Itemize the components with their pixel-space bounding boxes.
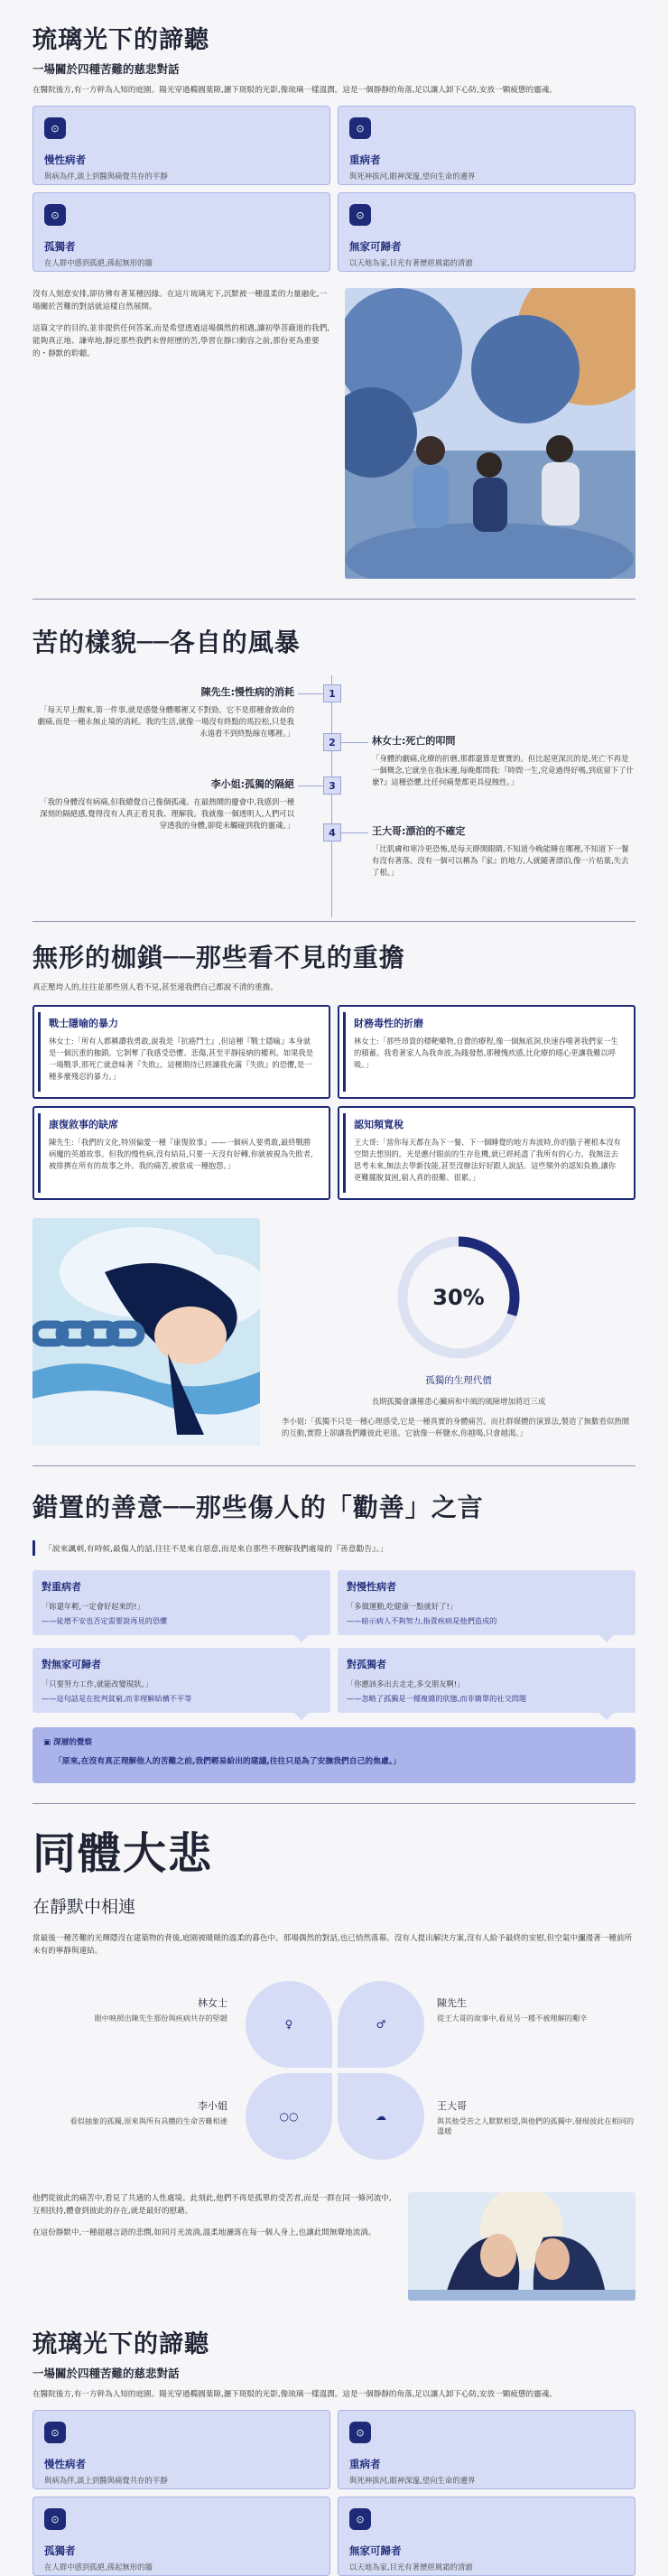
person-icon: ♀ xyxy=(284,2018,293,2031)
persona-cards xyxy=(32,106,636,272)
persona-card-title: 孤獨者 xyxy=(44,240,76,253)
suffering-title: 苦的樣貌──各自的風暴 xyxy=(32,628,301,657)
burden-card-quote: 王大哥:「當你每天都在為下一餐、下一個睡覺的地方奔波時,你的腦子裡根本沒有空間去想別的。光是應付眼前的生存危機,就已經耗盡了我所有的心力。我無法去思考未來,無法去學新技能,甚至沒辦法好好跟人說話。這些額外的認知負擔,讓你更難擺脫貧困,窮人真的很難、很累。」 xyxy=(354,1138,621,1182)
loneliness-stat-row xyxy=(32,1218,636,1446)
advice-lead-quote: 「說來諷刺,有時候,最傷人的話,往往不是來自惡意,而是來自那些不理解我們處境的『善意勸告』。」 xyxy=(32,1540,636,1556)
advice-said: 「妳還年輕,一定會好起來的!」 xyxy=(42,1602,144,1611)
timeline-connector xyxy=(341,832,368,833)
chains-intro: 真正壓垮人的,往往並那些別人看不見,甚至連我們自己都說不清的重擔。 xyxy=(32,983,278,992)
person-desc: 看似抽象的孤獨,原來與所有具體的生命苦難相連 xyxy=(70,2116,227,2125)
advice-section xyxy=(32,1488,636,1783)
intro-paragraph: 在醫院後方,有一方幹為人知的庭園。陽光穿過橢圓葉隙,灑下斑駁的光影,像琉璃一樣溫潤。這是一個靜靜的角落,足以讓人卸下心防,安放一顆疲憊的靈魂。 xyxy=(32,86,557,95)
persona-card-title: 孤獨者 xyxy=(44,2544,76,2557)
timeline-marker: 1 xyxy=(323,684,341,702)
section-divider xyxy=(32,1803,636,1804)
advice-target: 對慢性病者 xyxy=(347,1581,396,1593)
person-icon: ⊙ xyxy=(44,204,66,226)
persona-card xyxy=(338,106,636,185)
closing-paragraph: 在這份靜默中,一種超越言語的悲憫,如同月光流淌,溫柔地灑落在每一個人身上,也讓此間無聲地流淌。 xyxy=(32,2228,376,2237)
persona-card xyxy=(338,192,636,272)
timeline-entry-title: 陳先生:慢性病的消耗 xyxy=(200,686,294,698)
chains-title: 無形的枷鎖──那些看不見的重擔 xyxy=(32,943,405,972)
timeline-entry-quote: 「比肌膚和寒冷更恐怖,是每天睜開眼睛,不知道今晚能睡在哪裡,不知道下一餐有沒有著落。沒有一個可以稱為『家』的地方,人就隨著漂泊,像一片枯葉,失去了根。」 xyxy=(372,844,629,877)
insight-title-text: 深層的覺察 xyxy=(53,1738,93,1747)
advice-said: 「多做運動,吃健康一點就好了!」 xyxy=(347,1602,458,1611)
persona-card-title: 重病者 xyxy=(349,153,381,166)
insight-title xyxy=(43,1736,625,1747)
advice-harm: ——這句話是在批判貧窮,而非理解結構不平等 xyxy=(42,1694,192,1703)
timeline-entry xyxy=(32,777,294,832)
home-icon: ⊙ xyxy=(349,204,371,226)
advice-said: 「只要努力工作,就能改變現狀。」 xyxy=(42,1679,153,1688)
section-divider xyxy=(32,599,636,600)
timeline-marker: 2 xyxy=(323,733,341,751)
burden-card-quote: 林女士:「所有人都稱讚我勇敢,說我是『抗癌鬥士』,但這種『戰士隱喻』本身就是一個沉重的枷鎖。它剝奪了我感受恐懼、悲傷,甚至平靜接納的權利。如果我是一場戰爭,那死亡就意味著『失敗』。這種期待已經讓我充滿『失敗』的恐懼,是一種多麼殘忍的暴力。」 xyxy=(49,1037,314,1081)
advice-harm: ——暗示病人不夠努力,指責疾病是他們造成的 xyxy=(347,1616,497,1625)
donut-gauge xyxy=(392,1231,525,1364)
persona-card-title: 重病者 xyxy=(349,2458,381,2470)
timeline-entry-title: 李小姐:孤獨的隔絕 xyxy=(210,778,294,790)
stat-label: 孤獨的生理代價 xyxy=(425,1375,492,1386)
timeline-entry-quote: 「每天早上醒來,第一件事,就是感覺身體哪裡又不對勁。它不是那種會致命的劇痛,而是一種永無止境的消耗。我的生活,就像一場沒有終點的馬拉松,只是我永遠看不到終點線在哪裡。」 xyxy=(37,705,294,738)
intro-subtitle: 一場關於四種苦難的慈悲對話 xyxy=(32,62,180,76)
timeline-entry xyxy=(32,684,294,739)
repeat-subtitle: 一場關於四種苦難的慈悲對話 xyxy=(32,2367,180,2380)
stat-desc: 長期孤獨會讓罹患心臟病和中風的風險增加將近三成 xyxy=(371,1397,546,1406)
intro-body-paragraph: 沒有人刻意安排,卻彷彿有著某種因緣。在這片琉璃光下,沉默被一種溫柔的力量融化,一場關於苦難的對話就這樣自然展開。 xyxy=(32,290,328,312)
closing-paragraph: 他們從彼此的痛苦中,看見了共通的人性處境。此刻此,他們不再是孤單的受苦者,而是一群在同一條河流中,互相扶持,體會到彼此的存在,就是最好的慰藉。 xyxy=(32,2194,392,2216)
connection-diagram xyxy=(32,1981,636,2176)
advice-bubble xyxy=(338,1648,636,1713)
repeat-paragraph: 在醫院後方,有一方幹為人知的庭園。陽光穿過橢圓葉隙,灑下斑駁的光影,像琉璃一樣溫潤。這是一個靜靜的角落,足以讓人卸下心防,安放一顆疲憊的靈魂。 xyxy=(32,2390,557,2399)
timeline-marker: 3 xyxy=(323,777,341,795)
timeline-entry-quote: 「身體的劇痛,化療的折磨,那都還算是實實的。但比起更深沉的是,死亡不再是一個概念,它就坐在我床邊,每晚都問我:『時間一生,究竟過得好嗎,到底留下了什麼?』這種恐懼,比任何痛楚都更具侵蝕性。」 xyxy=(372,754,634,786)
stat-quote: 李小姐:「孤獨不只是一種心理感受,它是一種真實的身體痛苦。而社群媒體的演算法,製造了無數看似熱鬧的互動,實際上卻讓我們離彼此更遠。它就像一杯鹽水,你越喝,只會越渴。」 xyxy=(282,1417,630,1437)
person-label xyxy=(32,1995,227,2023)
advice-target: 對孤獨者 xyxy=(347,1659,386,1670)
repeat-intro-section xyxy=(32,2301,636,2576)
advice-said: 「你應該多出去走走,多交朋友啊!」 xyxy=(347,1679,465,1688)
advice-target: 對無家可歸者 xyxy=(42,1659,101,1670)
advice-bubble xyxy=(338,1570,636,1635)
insight-box xyxy=(32,1727,636,1783)
burden-card-title: 康復敘事的缺席 xyxy=(49,1119,118,1130)
persona-card-desc: 與死神拔河,眼神深邃,望向生命的邊界 xyxy=(349,172,476,181)
intro-split xyxy=(32,288,636,579)
persona-card xyxy=(338,2410,636,2489)
person-desc: 眼中映照出陳先生那份與疾病共存的堅韌 xyxy=(94,2013,227,2023)
cloud-icon: ☁ xyxy=(376,2110,386,2123)
intro-title: 琉璃光下的諦聽 xyxy=(32,26,209,54)
persona-card-title: 無家可歸者 xyxy=(349,240,402,253)
compassion-section xyxy=(32,1818,636,2301)
person-icon: ⊙ xyxy=(44,2508,66,2530)
intro-body xyxy=(32,288,330,579)
heart-icon: ⊙ xyxy=(349,2422,371,2443)
burden-grid xyxy=(32,1005,636,1200)
petal-bottom-left xyxy=(246,2073,332,2160)
loneliness-stat xyxy=(282,1218,636,1446)
burden-card-quote: 陳先生:「我們的文化,特別偏愛一種『康復敘事』——一個病人要勇敢,最終戰勝病魔的英雄故事。但我的慢性病,沒有結局,只要一天沒有好轉,你就被視為失敗者,被排擠在所有的故事之外。我的痛苦,被當成一種抱怨。」 xyxy=(49,1138,313,1170)
persona-card-title: 慢性病者 xyxy=(44,2458,86,2470)
advice-target: 對重病者 xyxy=(42,1581,81,1593)
section-divider xyxy=(32,1465,636,1466)
burden-card-quote: 林女士:「那些昂貴的標靶藥物,自費的療程,像一個無底洞,快速吞噬著我們家一生的積蓄。我看著家人為我奔波,為錢發愁,那種愧疚感,比化療的噁心更讓我難以呼吸。」 xyxy=(354,1037,618,1069)
chain-illustration xyxy=(32,1218,260,1446)
repeat-title: 琉璃光下的諦聽 xyxy=(32,2330,209,2358)
timeline-entry-title: 王大哥:漂泊的不確定 xyxy=(372,825,466,837)
chains-section xyxy=(32,938,636,1446)
couple-illustration xyxy=(408,2192,636,2301)
persona-card-desc: 在人群中感到孤絕,孫起無形的牆 xyxy=(44,258,153,267)
petal-bottom-right xyxy=(338,2073,424,2160)
advice-bubble xyxy=(32,1570,330,1635)
persona-card-desc: 以天地為家,目光有著歷經風霜的清澈 xyxy=(349,2562,473,2571)
persona-card xyxy=(32,106,330,185)
persona-card xyxy=(32,192,330,272)
suffering-section xyxy=(32,623,636,917)
insight-body: 「原來,在沒有真正理解他人的苦難之前,我們輕易給出的建議,往往只是為了安撫我們自己的焦慮。」 xyxy=(54,1757,401,1766)
petal-top-left xyxy=(246,1981,332,2068)
stat-value: 30% xyxy=(432,1285,485,1310)
persona-card xyxy=(32,2497,330,2576)
suffering-timeline xyxy=(32,675,636,917)
persona-card-desc: 與病為伴,談上到醫與痛覺共存的平靜 xyxy=(44,2476,168,2485)
persona-card xyxy=(32,2410,330,2489)
person-name: 王大哥 xyxy=(437,2100,467,2112)
persona-card-title: 慢性病者 xyxy=(44,153,86,166)
burden-card-title: 財務毒性的折磨 xyxy=(354,1018,423,1029)
person-label xyxy=(437,2098,636,2136)
glasses-icon: ○○ xyxy=(279,2110,299,2123)
person-label xyxy=(437,1995,636,2023)
timeline-connector xyxy=(298,693,323,694)
burden-card-title: 戰士隱喻的暴力 xyxy=(49,1018,118,1029)
intro-body-paragraph: 這篇文字的目的,並非提供任何答案,而是希望透過這場偶然的相遇,讓初學菩薩道的我們,能夠真正地、謙卑地,靜近那些我們未曾經歷的苦,學習在靜口動容之前,那份更為重要的・靜默的聆聽。 xyxy=(32,324,329,358)
timeline-axis xyxy=(331,675,332,917)
person-desc: 從王大哥的故事中,看見另一種不被理解的艱辛 xyxy=(437,2013,588,2023)
person-name: 林女士 xyxy=(198,1997,227,2009)
heart-icon: ⊙ xyxy=(349,117,371,139)
advice-grid xyxy=(32,1570,636,1713)
timeline-marker: 4 xyxy=(323,823,341,842)
advice-bubble xyxy=(32,1648,330,1713)
persona-card xyxy=(338,2497,636,2576)
heart-icon: ⊙ xyxy=(44,2422,66,2443)
persona-card-desc: 與死神拔河,眼神深邃,望向生命的邊界 xyxy=(349,2476,476,2485)
closing-text xyxy=(32,2192,394,2301)
timeline-entry xyxy=(372,823,636,879)
garden-illustration xyxy=(345,288,636,579)
persona-card-title: 無家可歸者 xyxy=(349,2544,402,2557)
person-icon: ♂ xyxy=(376,2018,386,2031)
burden-card xyxy=(338,1106,636,1200)
section-divider xyxy=(32,921,636,922)
repeat-persona-cards xyxy=(32,2410,636,2576)
timeline-entry xyxy=(372,733,636,788)
persona-card-desc: 與病為伴,談上到醫與痛覺共存的平靜 xyxy=(44,172,168,181)
advice-title: 錯置的善意──那些傷人的「勸善」之言 xyxy=(32,1493,484,1522)
burden-card-title: 認知頻寬稅 xyxy=(354,1119,404,1130)
timeline-connector xyxy=(341,742,368,743)
persona-card-desc: 在人群中感到孤絕,孫起無形的牆 xyxy=(44,2562,153,2571)
persona-card-desc: 以天地為家,目光有著歷經風霜的清澈 xyxy=(349,258,473,267)
intro-section xyxy=(32,0,636,579)
home-icon: ⊙ xyxy=(349,2508,371,2530)
heart-icon: ⊙ xyxy=(44,117,66,139)
burden-card xyxy=(32,1005,330,1099)
advice-harm: ——忽略了孤獨是一種複雜的狀態,而非簡單的社交問題 xyxy=(347,1694,527,1703)
chat-icon: ▣ xyxy=(43,1738,54,1747)
compassion-paragraph: 當最後一種苦難的光輝隱沒在建築物的背後,庭園被暖暖的溫柔的暮色中。那場偶然的對話,也已悄然落幕。沒有人提出解決方案,沒有人給予最終的安慰,但空氣中瀰漫著一種前所未有的寧靜與連結。 xyxy=(32,1934,633,1956)
person-name: 陳先生 xyxy=(437,1997,467,2009)
burden-card xyxy=(338,1005,636,1099)
person-label xyxy=(32,2098,227,2126)
burden-card xyxy=(32,1106,330,1200)
person-name: 李小姐 xyxy=(198,2100,227,2112)
compassion-title: 同體大悲 xyxy=(32,1828,214,1879)
timeline-entry-title: 林女士:死亡的叩問 xyxy=(372,735,456,747)
compassion-subtitle: 在靜默中相連 xyxy=(32,1897,136,1917)
timeline-entry-quote: 「我的身體沒有病痛,但我總覺自己像個孤魂。在最熱鬧的慶會中,我感到一種深刻的隔絕感,覺得沒有人真正看見我、理解我。我就像一個透明人,人們可以穿透我的身體,卻從未觸碰到我的靈魂。」 xyxy=(40,797,294,830)
advice-harm: ——徒增不安也否定需要說再見的恐懼 xyxy=(42,1616,168,1625)
person-desc: 與其他受苦之人默默相望,與他們的孤獨中,發現彼此在相同的溫暖 xyxy=(437,2116,635,2135)
petal-top-right xyxy=(338,1981,424,2068)
closing-split xyxy=(32,2192,636,2301)
